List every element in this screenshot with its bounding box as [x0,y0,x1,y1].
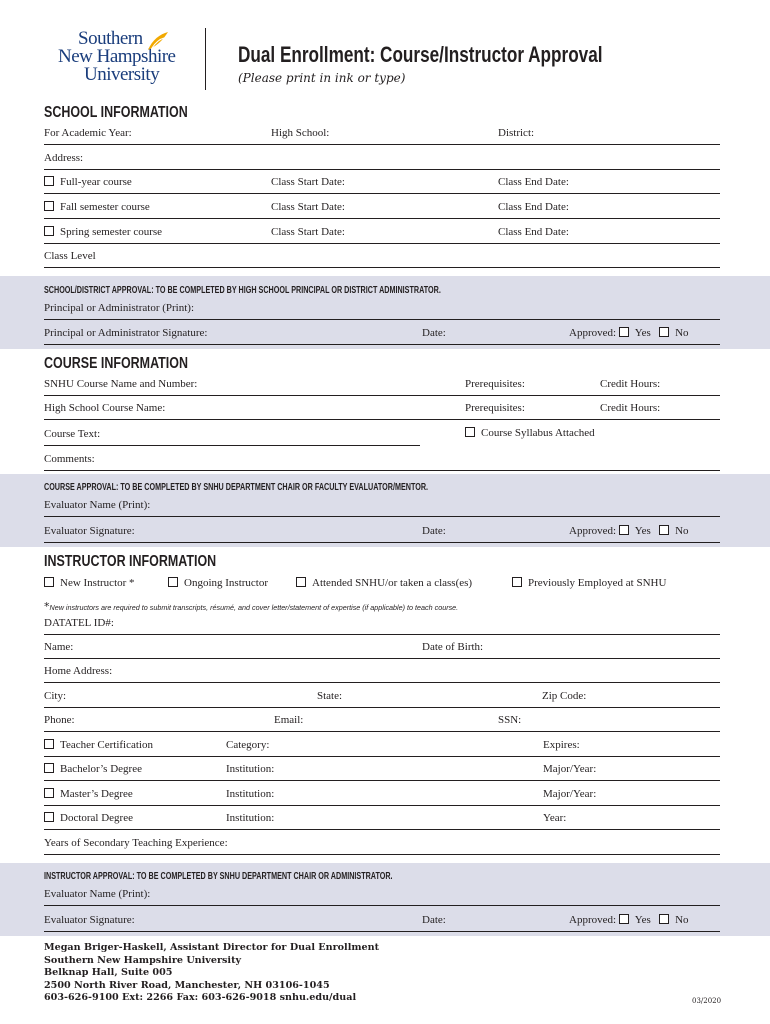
masters-label: Master’s Degree [60,788,133,800]
fall-field[interactable] [44,218,720,219]
principal-approved-label [569,327,689,339]
doctoral-checkbox[interactable] [44,812,54,822]
course-approval-heading: COURSE APPROVAL: TO BE COMPLETED BY SNHU DEPARTMENT CHAIR OR FACULTY EVALUATOR/MENTOR. [44,482,429,493]
principal-signature-field[interactable] [44,344,720,345]
institution-label: Institution: [226,812,275,824]
attended-checkbox[interactable] [296,577,306,587]
name-field[interactable] [44,658,720,659]
teacher-cert-option [44,739,153,751]
school-row-1 [44,127,720,145]
note-asterisk: * [44,600,50,613]
full-year-label: Full-year course [60,176,132,188]
major-year-label: Major/Year: [543,763,597,775]
principal-signature-row [44,327,720,345]
logo-line-1: Southern [78,28,143,49]
bachelors-option [44,763,142,775]
note-text: New instructors are required to submit transcripts, résumé, and cover letter/statement of expertise (if applicable) to teach course. [49,603,459,612]
masters-option [44,788,133,800]
principal-name-row [44,302,720,320]
ongoing-label: Ongoing Instructor [184,577,269,589]
category-label: Category: [226,739,270,751]
course-no-checkbox[interactable] [659,525,669,535]
instructor-date-label: Date: [422,914,446,926]
year-label: Year: [543,812,567,824]
footer-line-1: Megan Briger-Haskell, Assistant Director for Dual Enrollment [44,942,380,953]
major-year-label: Major/Year: [543,788,597,800]
full-year-field[interactable] [44,193,720,194]
class-end-label: Class End Date: [498,201,569,213]
city-field[interactable] [44,707,720,708]
no-label: No [675,525,689,537]
previously-checkbox[interactable] [512,577,522,587]
yes-label: Yes [634,525,651,537]
principal-yes-checkbox[interactable] [619,327,629,337]
spring-row [44,226,720,244]
phone-field[interactable] [44,731,720,732]
new-instructor-option [44,577,135,589]
district-label: District: [498,127,535,139]
class-level-row [44,250,720,268]
ongoing-option [168,577,268,589]
instructor-heading: INSTRUCTOR INFORMATION [44,553,217,570]
hs-course-label: High School Course Name: [44,402,166,414]
credit-hours-label: Credit Hours: [600,402,661,414]
comments-row [44,453,720,471]
school-row-1-field[interactable] [44,144,720,145]
datatel-row [44,617,720,635]
datatel-field[interactable] [44,634,720,635]
instructor-evaluator-name-label: Evaluator Name (Print): [44,888,151,900]
full-year-row [44,176,720,194]
attended-label: Attended SNHU/or taken a class(es) [312,577,473,589]
instructor-type-row [44,577,724,593]
institution-label: Institution: [226,788,275,800]
dob-label: Date of Birth: [422,641,484,653]
no-label: No [675,914,689,926]
ssn-label: SSN: [498,714,522,726]
footer-line-4: 2500 North River Road, Manchester, NH 03106-1045 [44,979,330,991]
course-text-field[interactable] [44,445,420,446]
masters-row [44,788,720,806]
years-exp-field[interactable] [44,854,720,855]
comments-field[interactable] [44,470,720,471]
course-evaluator-signature-row [44,525,720,543]
prerequisites-label: Prerequisites: [465,402,525,414]
spring-option [44,226,162,238]
fall-checkbox[interactable] [44,201,54,211]
class-end-label: Class End Date: [498,176,569,188]
course-heading: COURSE INFORMATION [44,355,188,372]
approved-label: Approved: [569,525,617,537]
footer-line-2: Southern New Hampshire University [44,954,242,966]
academic-year-label: For Academic Year: [44,127,132,139]
teacher-cert-checkbox[interactable] [44,739,54,749]
full-year-checkbox[interactable] [44,176,54,186]
no-label: No [675,327,689,339]
ongoing-checkbox[interactable] [168,577,178,587]
expires-label: Expires: [543,739,580,751]
instructor-approval-heading: INSTRUCTOR APPROVAL: TO BE COMPLETED BY SNHU DEPARTMENT CHAIR OR ADMINISTRATOR. [44,871,393,882]
home-address-label: Home Address: [44,665,113,677]
course-evaluator-name-row [44,499,720,517]
city-label: City: [44,690,67,702]
footer-contact [44,942,379,1005]
instructor-evaluator-name-field[interactable] [44,905,720,906]
principal-name-label: Principal or Administrator (Print): [44,302,195,314]
instructor-evaluator-signature-row [44,914,720,932]
class-start-label: Class Start Date: [271,176,345,188]
fall-option [44,201,150,213]
snhu-course-label: SNHU Course Name and Number: [44,378,198,390]
name-row [44,641,720,659]
footer-date-code: 03/2020 [692,997,722,1005]
previously-label: Previously Employed at SNHU [528,577,667,589]
course-evaluator-name-field[interactable] [44,516,720,517]
institution-label: Institution: [226,763,275,775]
name-label: Name: [44,641,74,653]
yes-label: Yes [634,914,651,926]
syllabus-label: Course Syllabus Attached [481,427,595,439]
spring-label: Spring semester course [60,226,163,238]
course-evaluator-name-label: Evaluator Name (Print): [44,499,151,511]
phone-label: Phone: [44,714,75,726]
doctoral-label: Doctoral Degree [60,812,133,824]
masters-checkbox[interactable] [44,788,54,798]
class-start-label: Class Start Date: [271,201,345,213]
snhu-course-row [44,378,720,396]
high-school-label: High School: [271,127,330,139]
course-evaluator-signature-field[interactable] [44,542,720,543]
new-instructor-note [44,595,458,614]
instructor-evaluator-name-row [44,888,720,906]
zip-label: Zip Code: [542,690,587,702]
logo-flame-icon [146,30,170,52]
snhu-course-field[interactable] [44,395,720,396]
syllabus-option [465,427,595,439]
course-approved-label [569,525,689,537]
page-title: Dual Enrollment: Course/Instructor Approval [238,42,603,67]
bachelors-checkbox[interactable] [44,763,54,773]
course-text-row [44,428,720,446]
school-heading: SCHOOL INFORMATION [44,104,188,121]
course-evaluator-signature-label: Evaluator Signature: [44,525,135,537]
course-text-label: Course Text: [44,428,101,440]
principal-signature-label: Principal or Administrator Signature: [44,327,208,339]
full-year-option [44,176,132,188]
home-address-row [44,665,720,683]
credit-hours-label: Credit Hours: [600,378,661,390]
instructor-approved-label [569,914,689,926]
hs-course-field[interactable] [44,419,720,420]
years-exp-row [44,837,720,855]
logo-line-2: New Hampshire [58,46,176,67]
class-level-field[interactable] [44,267,720,268]
phone-row [44,714,720,732]
fall-row [44,201,720,219]
instructor-no-checkbox[interactable] [659,914,669,924]
principal-name-field[interactable] [44,319,720,320]
spring-checkbox[interactable] [44,226,54,236]
class-start-label: Class Start Date: [271,226,345,238]
class-level-label: Class Level [44,250,96,262]
yes-label: Yes [634,327,651,339]
masters-field[interactable] [44,805,720,806]
address-row [44,152,720,170]
address-label: Address: [44,152,84,164]
doctoral-row [44,812,720,830]
bachelors-field[interactable] [44,780,720,781]
instructor-yes-checkbox[interactable] [619,914,629,924]
logo-line-3: University [84,64,160,85]
footer-line-3: Belknap Hall, Suite 005 [44,967,173,979]
previously-option [512,577,666,589]
syllabus-checkbox[interactable] [465,427,475,437]
doctoral-option [44,812,133,824]
teacher-cert-row [44,739,720,757]
state-label: State: [317,690,343,702]
snhu-logo [58,28,178,90]
city-row [44,690,720,708]
comments-label: Comments: [44,453,95,465]
teacher-cert-label: Teacher Certification [60,739,153,751]
spring-field[interactable] [44,243,720,244]
footer-line-5: 603-626-9100 Ext: 2266 Fax: 603-626-9018 snhu.edu/dual [44,992,357,1004]
bachelors-row [44,763,720,781]
district-approval-heading: SCHOOL/DISTRICT APPROVAL: TO BE COMPLETED BY HIGH SCHOOL PRINCIPAL OR DISTRICT ADMINISTRATOR. [44,285,441,296]
datatel-label: DATATEL ID#: [44,617,114,629]
principal-no-checkbox[interactable] [659,327,669,337]
course-date-label: Date: [422,525,446,537]
hs-course-row [44,402,720,420]
class-end-label: Class End Date: [498,226,569,238]
fall-label: Fall semester course [60,201,150,213]
approved-label: Approved: [569,327,617,339]
email-label: Email: [274,714,304,726]
instructor-evaluator-signature-field[interactable] [44,931,720,932]
attended-option [296,577,472,589]
doctoral-field[interactable] [44,829,720,830]
new-instructor-label: New Instructor * [60,577,135,589]
new-instructor-checkbox[interactable] [44,577,54,587]
course-yes-checkbox[interactable] [619,525,629,535]
address-field[interactable] [44,169,720,170]
approved-label: Approved: [569,914,617,926]
years-exp-label: Years of Secondary Teaching Experience: [44,837,228,849]
bachelors-label: Bachelor’s Degree [60,763,142,775]
page-subtitle: (Please print in ink or type) [238,71,406,85]
home-address-field[interactable] [44,682,720,683]
header-divider [205,28,206,90]
teacher-cert-field[interactable] [44,756,720,757]
prerequisites-label: Prerequisites: [465,378,525,390]
instructor-evaluator-signature-label: Evaluator Signature: [44,914,135,926]
principal-date-label: Date: [422,327,446,339]
